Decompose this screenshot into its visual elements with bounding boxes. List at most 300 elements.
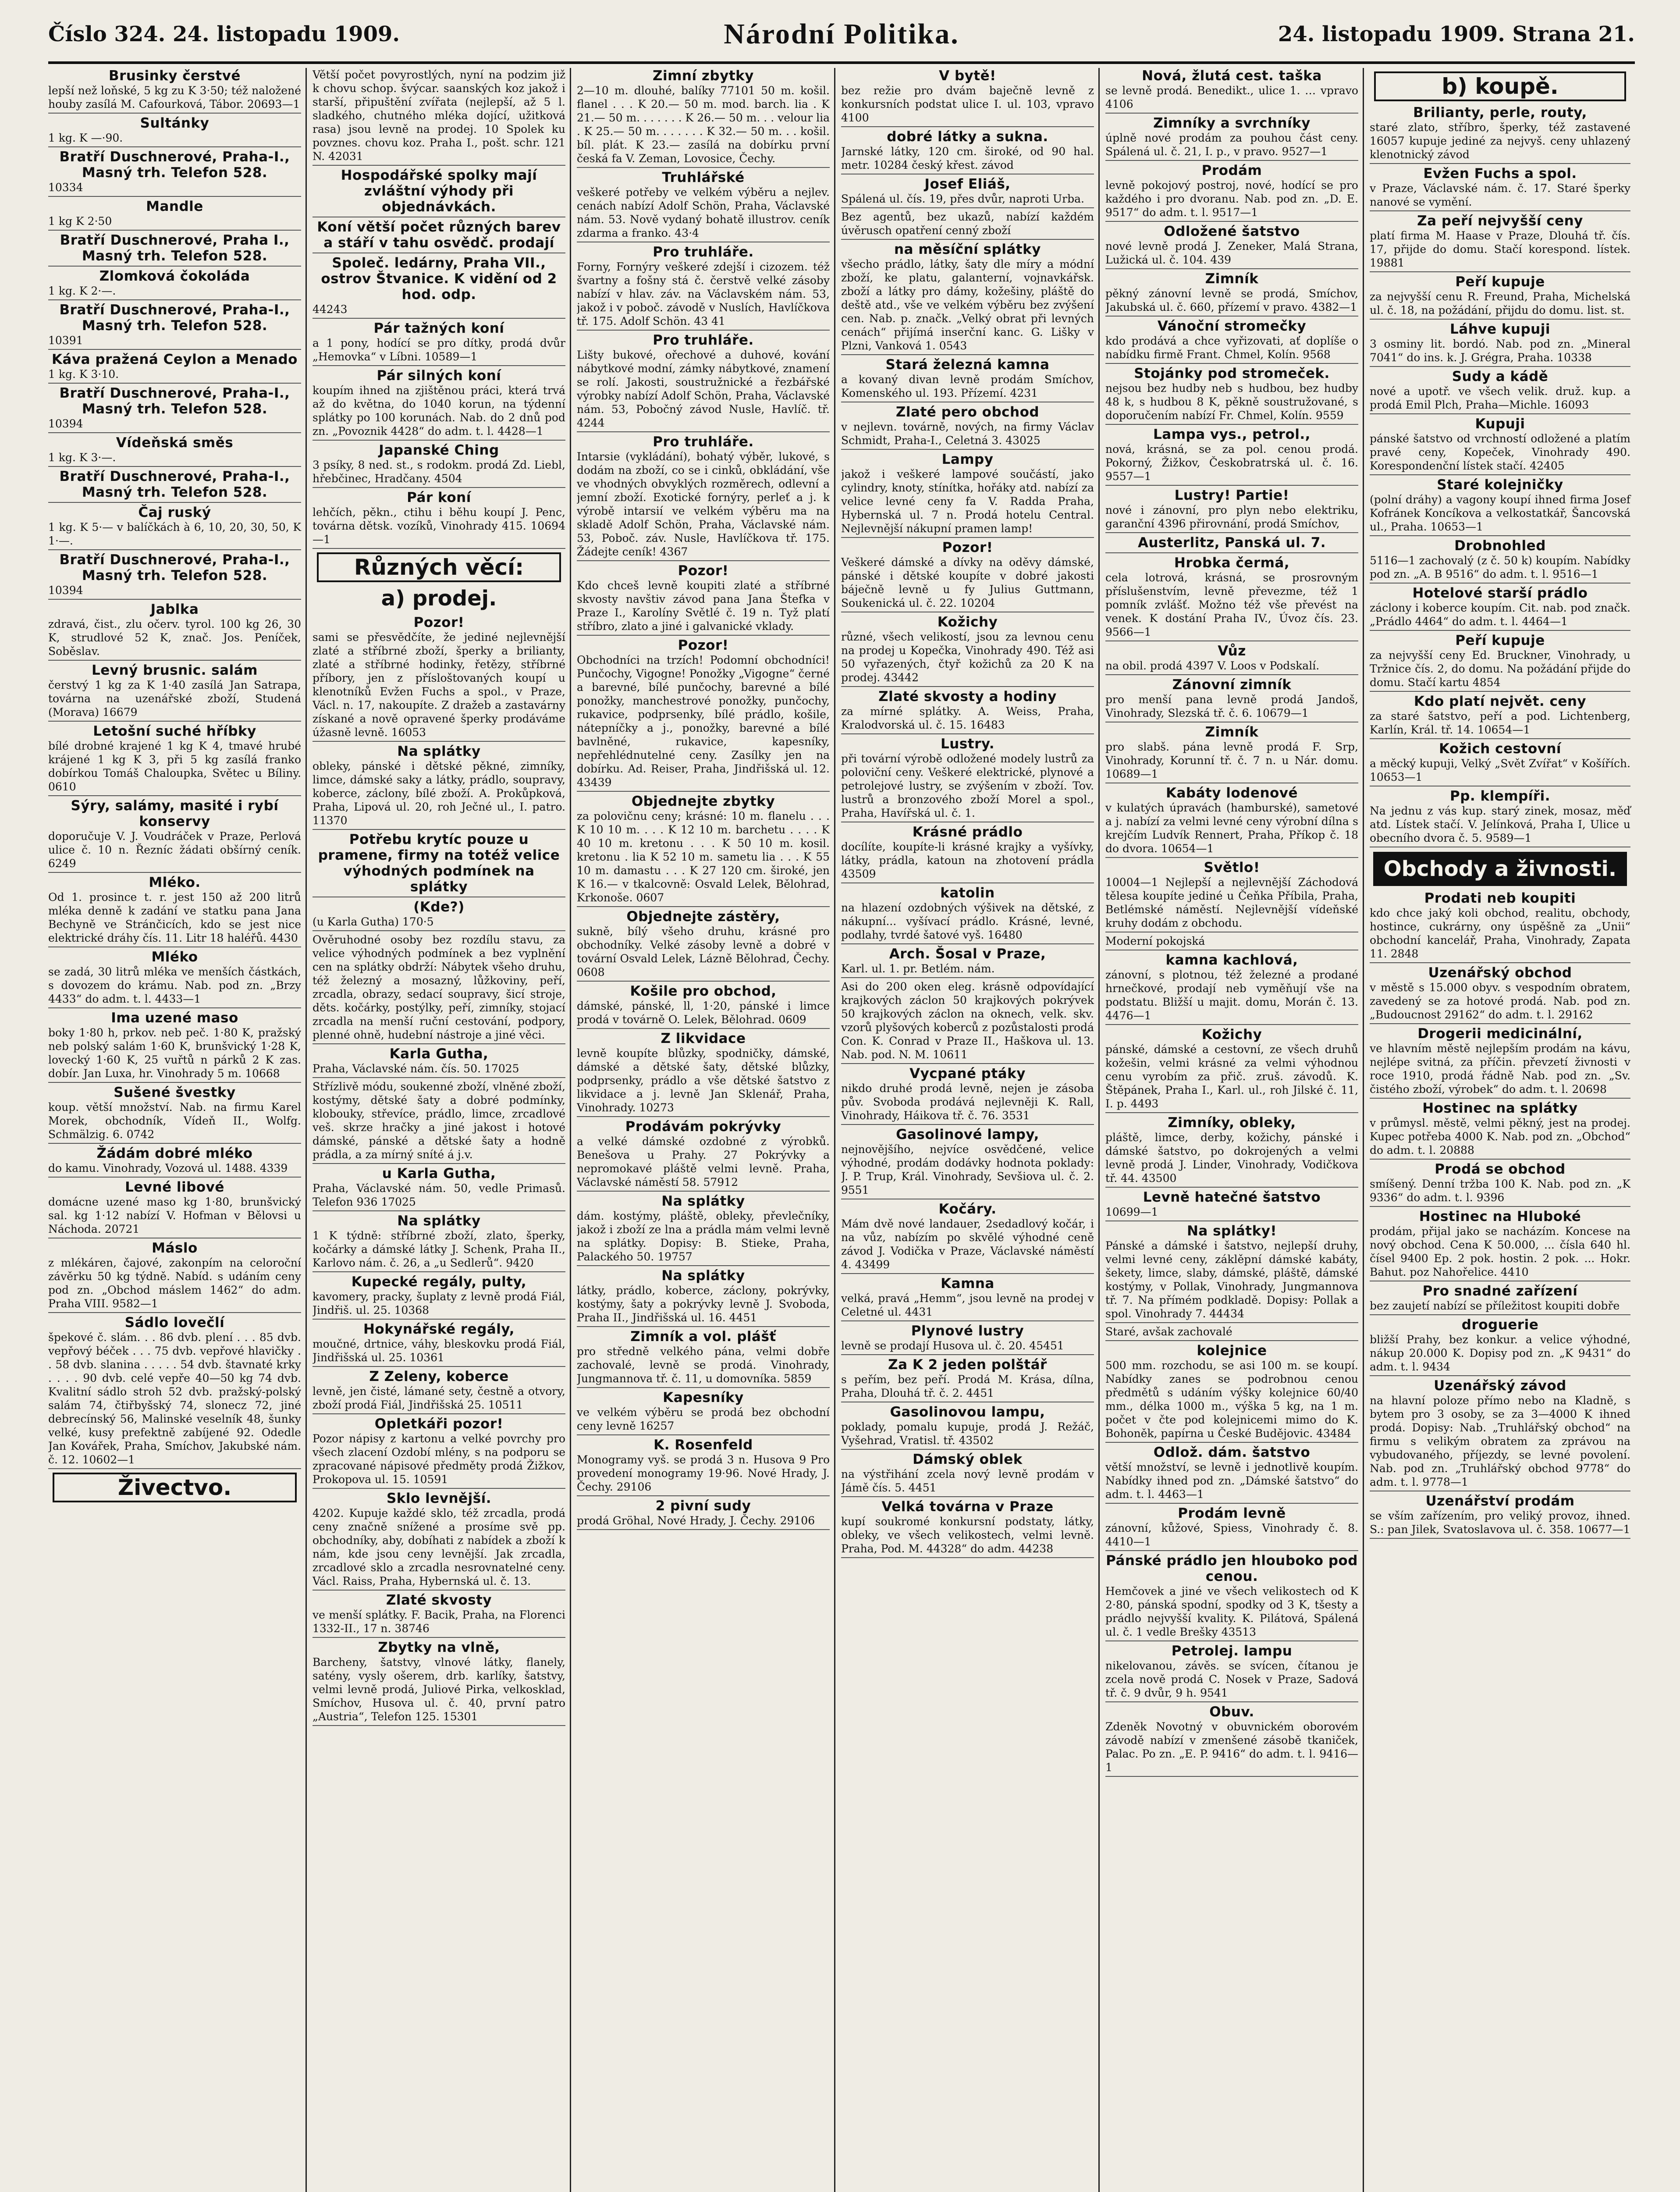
ad-text: a kovaný divan levně prodám Smíchov, Komenského ul. 193. Přízemí. 4231 [841, 373, 1094, 399]
ad-text: 1 K týdně: stříbrné zboží, zlato, šperky, kočárky a dámské látky J. Schenk, Praha II., Karlovo nám. č. 26, a „u Sedlerů“. 9420 [313, 1229, 565, 1269]
ad-text: v kulatých úpravách (hamburské), sametové a j. nabízí za velmi levné ceny výrobní dílna s krejčím Ludvík Rennert, Praha, Příkop č. 18 do dvora. 10654—1 [1105, 801, 1358, 855]
ad-text: bližší Prahy, bez konkur. a velice výhodné, nákup 20.000 K. Dopisy pod zn. „K 9431“ do adm. t. l. 9434 [1370, 1333, 1630, 1373]
classified-ad [841, 242, 1094, 355]
ad-headline: Zlaté skvosty [386, 1592, 492, 1608]
classified-ad [1370, 213, 1630, 272]
ad-headline: Čaj ruský [138, 505, 211, 520]
ad-text: a 1 pony, hodící se pro dítky, prodá dvůr „Hemovka“ v Líbni. 10589—1 [313, 337, 565, 363]
ad-headline: Mandle [146, 199, 203, 214]
ad-text: levně koupíte blůzky, spodničky, dámské, dámské a dětské šaty, dětské blůzky, podprsenky, prádlo a vše dětské šatstvo z likvidace a j. levně Jan Sklenář, Praha, Vinohrady. 10273 [577, 1047, 830, 1114]
ad-text: 10699—1 [1105, 1206, 1158, 1218]
ad-headline: Gasolinové lampy, [896, 1127, 1039, 1142]
ad-headline: Obuv. [1209, 1704, 1254, 1720]
ad-text: Bez agentů, bez ukazů, nabízí každém úvěrusch opatření cenný zboží [841, 210, 1094, 237]
classified-ad [48, 1146, 301, 1178]
ad-headline: Vánoční stromečky [1157, 318, 1307, 334]
ad-headline: Zbytky na vlně, [378, 1640, 500, 1655]
ad-text: v městě s 15.000 obyv. s vespodním obratem, zavedený se za hotové prodá. Nab. pod zn. „Budoucnost 29162“ do adm. t. l. 29162 [1370, 981, 1630, 1021]
ad-text: Spálená ul. čís. 19, přes dvůr, naproti Urba. [841, 192, 1084, 205]
ad-headline: Bratří Duschnerové, Praha-I., Masný trh. Telefon 528. [59, 385, 290, 417]
ad-headline: Potřebu krytíc pouze u pramene, firmy na totéž velice výhodných podmínek na splátky [318, 832, 560, 895]
classified-ad [1105, 535, 1358, 553]
classified-ad [1370, 1317, 1630, 1376]
ad-text: za nejvyšší cenu R. Freund, Praha, Michelská ul. č. 18, na požádání, přijdu do domu. list. st. [1370, 290, 1630, 317]
ad-headline: Bratří Duschnerové, Praha-I., Masný trh. Telefon 528. [59, 302, 290, 334]
classified-ad [313, 1166, 565, 1211]
ad-headline: Kočáry. [938, 1201, 997, 1217]
ad-headline: Levný brusnic. salám [92, 662, 258, 678]
ad-text: prodá Gröhal, Nové Hrady, J. Čechy. 29106 [577, 1514, 815, 1527]
ad-headline: Dámský oblek [913, 1452, 1023, 1467]
ad-headline: Prodávám pokrývky [625, 1119, 781, 1135]
classified-ad [1105, 724, 1358, 783]
ad-headline: Zimník a vol. plášť [630, 1329, 776, 1345]
ad-text: zánovní, kůžové, Spiess, Vinohrady č. 8. 4410—1 [1105, 1522, 1358, 1548]
classified-ad [48, 469, 301, 503]
ad-text: 1 kg. K 3·—. [48, 451, 116, 464]
ad-text: 3 osminy lit. bordó. Nab. pod zn. „Mineral 7041“ do ins. k. J. Grégra, Praha. 10338 [1370, 338, 1630, 364]
ad-headline: Kožichy [937, 614, 998, 630]
ad-text: Praha, Václavské nám. 50, vedle Primasů. Telefon 936 17025 [313, 1182, 565, 1208]
ad-headline: Letošní suché hříbky [93, 723, 256, 739]
ad-headline: Nová, žlutá cest. taška [1142, 68, 1322, 84]
ad-text: 10394 [48, 584, 83, 597]
ad-headline: Káva pražená Ceylon a Menado [52, 352, 298, 367]
classified-ad [1105, 115, 1358, 161]
ad-text: do kamu. Vinohrady, Vozová ul. 1488. 4339 [48, 1162, 288, 1174]
ad-text: kavomery, pracky, šuplaty z levně prodá Fiál, Jindřiš. ul. 25. 10368 [313, 1290, 565, 1317]
ad-text: staré zlato, stříbro, šperky, též zastavené 16057 kupuje jediné za nejvyš. ceny uhlazený klenotnický závod [1370, 121, 1630, 161]
ad-headline: Objednejte zbytky [631, 794, 775, 809]
classified-ad [1105, 1343, 1358, 1443]
ad-text: Staré, avšak zachovalé [1105, 1325, 1232, 1338]
classified-ad [841, 1499, 1094, 1558]
ad-text: 10334 [48, 181, 83, 194]
column-2 [313, 68, 571, 2192]
classified-ad [1370, 1209, 1630, 1281]
ad-text: kdo prodává a chce vyřizovati, ať doplíše o nabídku firmě Frant. Chmel, Kolín. 9568 [1105, 334, 1358, 361]
ad-text: Asi do 200 oken eleg. krásně odpovídající krajkových záclon 50 krajkových pokrývek 50 krajkových záclon na oknech, velk. skv. vzorů plyšových koberců z pozůstalosti prodá Con. K. Conrad v Praze II., Haškova ul. 13. Nab. pod. N. M. 10611 [841, 980, 1094, 1061]
classified-ad [1105, 1445, 1358, 1504]
ad-headline: Pozor! [678, 563, 729, 579]
classified-ad [841, 885, 1094, 944]
ad-headline: Zimník [1205, 271, 1259, 287]
classified-ad [577, 244, 830, 331]
classified-ad [313, 1640, 565, 1726]
ad-headline: Láhve kupuji [1450, 321, 1550, 337]
ad-text: docílíte, koupíte-li krásné krajky a vyšívky, látky, prádla, katoun na zhotovení prádla 43509 [841, 840, 1094, 880]
ad-text: látky, prádlo, koberce, záclony, pokrývky, kostýmy, šaty a pokrývky levně J. Svoboda, Praha II., Jindřišská ul. 16. 4451 [577, 1284, 830, 1324]
classified-ad [1370, 105, 1630, 164]
classified-ad [841, 357, 1094, 402]
classified-ad [48, 552, 301, 600]
classified-ad [1105, 1325, 1358, 1341]
ad-headline: Zimníky, obleky, [1168, 1115, 1296, 1131]
ad-headline: Světlo! [1204, 860, 1260, 875]
ad-headline: Kapesníky [663, 1390, 744, 1406]
classified-ad [841, 689, 1094, 734]
ad-headline: Na splátky! [1186, 1223, 1277, 1239]
ad-headline: Prodá se obchod [1435, 1161, 1566, 1177]
ad-text: 5116—1 zachovalý (z č. 50 k) koupím. Nabídky pod zn. „A. B 9516“ do adm. t. l. 9516—1 [1370, 554, 1630, 580]
ad-text: Monogramy vyš. se prodá 3 n. Husova 9 Pro provedení monogramy 19·96. Nové Hrady, J. Čechy. 29106 [577, 1453, 830, 1493]
ad-text: moučné, drtnice, váhy, bleskovku prodá Fiál, Jindřišská ul. 25. 10361 [313, 1338, 565, 1364]
classified-ad [1105, 488, 1358, 533]
ad-headline: Pro truhláře. [653, 244, 754, 260]
classified-ad [48, 199, 301, 231]
ad-text: boky 1·80 h, prkov. neb peč. 1·80 K, pražský neb polský salám 1·60 K, brunšvický 1·28 K, lovecký 1·60 K, 25 vuřtů n párků 2 K zas. dobír. Jan Luxa, hr. Vinohrady 5 m. 10668 [48, 1026, 301, 1080]
ad-text: sukně, bílý všeho druhu, krásné pro obchodníky. Velké zásoby levně a dobré v tovární Osvald Lelek, Lázně Bělohrad, Čechy. 0608 [577, 925, 830, 979]
classified-ad [577, 1268, 830, 1327]
ad-text: za nejvyšší ceny Ed. Bruckner, Vinohrady, u Tržnice čís. 2, do domu. Na požádání přijde do domu. Stačí kartu 4854 [1370, 649, 1630, 689]
ad-headline: Zimník [1205, 724, 1259, 740]
ad-text: lepší než loňské, 5 kg zu K 3·50; též naložené houby zasílá M. Cafourková, Tábor. 20693—1 [48, 84, 301, 110]
classified-ad [841, 1357, 1094, 1402]
ad-text: nová, krásná, se za pol. cenou prodá. Pokorný, Žižkov, Českobratrská ul. č. 16. 9557—1 [1105, 443, 1358, 483]
newspaper-page [48, 13, 1635, 2192]
classified-ad [1105, 1704, 1358, 1777]
ad-headline: Karla Gutha, [389, 1046, 489, 1062]
ad-headline: Z likvidace [661, 1031, 746, 1046]
classified-ad [1370, 274, 1630, 320]
ad-text: se levně prodá. Benedikt., ulice 1. … vpravo 4106 [1105, 84, 1358, 110]
ad-text: Ověruhodné osoby bez rozdílu stavu, za velice výhodných podmínek a bez vyplnění cen na splátky obdrží: Nábytek všeho druhu, též železný a mosazný, lůžkoviny, peří, zrcadla, obrazy, sedací soupravy, šicí stroje, děts. kočárky, postýlky, peří, zimníky, stojací zrcadla na menší ruční cestování, podpory, plenné ohně, hudební nástroje a jiné věci. [313, 933, 565, 1041]
ad-text: Větší počet povyrostlých, nyní na podzim již k chovu schop. švýcar. saanských koz jakož i starší, připuštění zvířata (nejlepší, až 5 l. sladkého, chutného mléka dojící, užitková rasa) jsou levně na prodej. 10 Spolek ku povznes. chovu koz. Praha I., pošt. schr. 121 N. 42031 [313, 68, 565, 163]
classified-ad [841, 404, 1094, 450]
ad-text: Veškeré dámské a dívky na oděvy dámské, pánské i dětské koupíte v dobré jakosti báječně levně u fy Julius Guttmann, Soukenická ul. č. 22. 10204 [841, 556, 1094, 609]
ad-text: 1 kg. K 2·—. [48, 285, 116, 297]
classified-ad [1370, 585, 1630, 631]
classified-ad [1105, 318, 1358, 364]
ad-text: Obchodníci na trzích! Podomní obchodníci! Punčochy, Vigogne! Ponožky „Vigogne“ černé a barevné, bílé punčochy, barevné a bílé ponožky, manchestrové ponožky, punčochy, rukavice, podprsenky, bílé prádlo, košile, nátepníčky a j., ponožky, barevné a bílé bavlněné, rukavice, kapesníky, nepřehlédnutelné ceny. Zasílky jen na dobírku. Ad. Reiser, Praha, Jindřišská ul. 12. 43439 [577, 654, 830, 789]
ad-text: pro středně velkého pána, velmi dobře zachovalé, levně se prodá. Vinohrady, Jungmannova tř. č. 11, u domovníka. 5859 [577, 1345, 830, 1385]
classified-ad [313, 1416, 565, 1489]
classified-ad [841, 946, 1094, 978]
ad-headline: Odložené šatstvo [1164, 224, 1300, 239]
ad-headline: Zlaté skvosty a hodiny [878, 689, 1057, 705]
ad-text: pro slabš. pána levně prodá F. Srp, Vinohrady, Korunní tř. č. 7 n. u Nár. domu. 10689—1 [1105, 740, 1358, 780]
ad-headline: Máslo [152, 1240, 198, 1256]
ad-headline: Mléko [151, 949, 198, 965]
classified-ad [313, 320, 565, 366]
classified-ad [1370, 369, 1630, 414]
ad-headline: Kupuji [1475, 416, 1525, 432]
ad-text: obleky, pánské i dětské pěkné, zimníky, limce, dámské saky a látky, prádlo, soupravy, koberce, záclony, bílé zboží. A. Prokůpková, Praha, Lipová ul. 20, roh Ječné ul., I. patro. 11370 [313, 760, 565, 827]
classified-ad [1105, 785, 1358, 858]
ad-text: nové levně prodá J. Zeneker, Malá Strana, Lužická ul. č. 104. 439 [1105, 240, 1358, 266]
ad-text: v Praze, Václavské nám. č. 17. Staré šperky nanové se vymění. [1370, 182, 1630, 208]
ad-headline: Arch. Šosal v Praze, [889, 946, 1046, 962]
classified-ad [841, 68, 1094, 127]
ad-text: nejsou bez hudby neb s hudbou, bez hudby 48 k, s hudbou 8 K, pěkně soustružované, s doporučením nabízí Fr. Chmel, Kolín. 9559 [1105, 382, 1358, 422]
classified-ad [1105, 1189, 1358, 1221]
ad-headline: Z Zeleny, koberce [369, 1369, 509, 1384]
ad-headline: Kdo platí největ. ceny [1414, 694, 1587, 709]
ad-headline: Pár silných koní [376, 368, 501, 384]
ad-headline: (Kde?) [413, 899, 465, 915]
ad-text: Od 1. prosince t. r. jest 150 až 200 litrů mléka denně k zadání ve statku pana Jana Bechyně ve Stránčicích, kdo se jest nice elektrické dráhy čís. 11. Litr 18 haléřů. 4430 [48, 891, 301, 944]
column-5 [1105, 68, 1364, 2192]
classified-ad [48, 302, 301, 350]
classified-ad [1370, 321, 1630, 367]
ad-headline: Bratří Duschnerové, Praha I., Masný trh. Telefon 528. [60, 232, 290, 264]
ad-headline: Truhlářské [662, 170, 745, 185]
classified-ad [313, 1321, 565, 1367]
ad-headline: Na splátky [661, 1268, 745, 1284]
ad-text: velká, pravá „Hemm“, jsou levně na prodej v Celetné ul. 4431 [841, 1292, 1094, 1318]
ad-headline: Košile pro obchod, [630, 983, 777, 999]
classified-ad [48, 268, 301, 300]
classified-ad [841, 210, 1094, 240]
ad-headline: Prodám [1201, 163, 1262, 178]
ad-headline: Prodám levně [1178, 1505, 1286, 1521]
classified-ad [577, 1329, 830, 1388]
classified-ad [1370, 1493, 1630, 1539]
classified-ad [48, 1315, 301, 1469]
ad-text: nikelovanou, závěs. se svícen, čítanou je zcela nově prodá C. Nosek v Praze, Sadová tř. č. 9 dvůr, 9 h. 9541 [1105, 1659, 1358, 1699]
classified-ad [313, 368, 565, 441]
ad-text: Moderní pokojská [1105, 935, 1205, 947]
ad-text: levně, jen čisté, lámané sety, čestně a otvory, zboží prodá Fiál, Jindřišská 25. 10511 [313, 1385, 565, 1411]
ad-headline: Odlož. dám. šatstvo [1153, 1445, 1311, 1460]
ad-headline: Kupecké regály, pulty, [351, 1274, 527, 1290]
ad-headline: dobré látky a sukna. [887, 129, 1048, 145]
ad-text: na obil. prodá 4397 V. Loos v Podskalí. [1105, 659, 1320, 672]
ad-text: Jarnské látky, 120 cm. široké, od 90 hal. metr. 10284 český křest. závod [841, 145, 1094, 171]
ad-headline: Gasolinovou lampu, [890, 1404, 1045, 1420]
ad-headline: Prodati neb koupiti [1424, 890, 1576, 906]
ad-headline: Zánovní zimník [1172, 677, 1292, 693]
ad-headline: Pro snadné zařízení [1422, 1283, 1578, 1299]
ad-text: ve velkém výběru se prodá bez obchodní ceny levně 16257 [577, 1406, 830, 1432]
classified-ad [313, 933, 565, 1044]
classified-ad [841, 1323, 1094, 1355]
section-heading-zivectvo: Živectvo. [53, 1473, 297, 1502]
ad-text: na hlavní poloze přímo nebo na Kladně, s bytem pro 3 osoby, se za 3—4000 K ihned prodá. Dopisy: Nab. „Truhlářský obchod“ na firmu s velikým obratem za zprávou na vybudovaného, příjezdy, se levné povolení. Nab. pod zn. „Truhlářský obchod 9778“ do adm. t. l. 9778—1 [1370, 1394, 1630, 1488]
ad-headline: Zlaté pero obchod [895, 404, 1040, 420]
classified-ad [1105, 68, 1358, 114]
classified-ad [48, 1085, 301, 1144]
column-1 [48, 68, 307, 2192]
ad-headline: Stará železná kamna [885, 357, 1050, 373]
classified-ad [841, 1066, 1094, 1125]
ad-headline: Krásné prádlo [912, 824, 1023, 840]
ad-text: koup. větší množství. Nab. na firmu Karel Morek, obchodník, Vídeň II., Wolfg. Schmälzig. 6. 0742 [48, 1101, 301, 1141]
classified-ad [1105, 224, 1358, 269]
ad-headline: Za K 2 jeden polštář [888, 1357, 1047, 1373]
classified-ad [48, 798, 301, 873]
ad-headline: Brilianty, perle, routy, [1413, 105, 1587, 121]
ad-text: levně se prodají Husova ul. č. 20. 45451 [841, 1339, 1064, 1352]
classified-ad [313, 1491, 565, 1591]
classified-ad [313, 167, 565, 217]
ad-text: bez režie pro dvám baječně levně z konkursních podstat ulice I. ul. 103, vpravo 4100 [841, 84, 1094, 124]
ad-headline: Pánské prádlo jen hlouboko pod cenou. [1106, 1553, 1358, 1584]
ad-text: čerstvý 1 kg za K 1·40 zasílá Jan Satrapa, továrna na uzenářské zboží, Studená (Morava) 16679 [48, 679, 301, 719]
classified-ad [577, 794, 830, 907]
ad-headline: u Karla Gutha, [382, 1166, 496, 1181]
classified-ad [1105, 677, 1358, 722]
classified-ad [48, 1179, 301, 1238]
classified-ad [1370, 788, 1630, 847]
ad-text: nové a upotř. ve všech velik. druž. kup. a prodá Emil Plch, Praha—Michle. 16093 [1370, 385, 1630, 411]
classified-ad [577, 1498, 830, 1530]
issue-number-date: Číslo 324. 24. listopadu 1909. [48, 22, 400, 46]
ad-headline: Stojánky pod stromeček. [1134, 366, 1330, 381]
ad-headline: Drobnohled [1454, 538, 1546, 554]
classified-ad [841, 1127, 1094, 1199]
classified-ad [48, 723, 301, 796]
ad-text: kupí soukromé konkursní podstaty, látky, obleky, ve všech velikostech, velmi levně. Praha, Pod. M. 44328“ do adm. 44238 [841, 1515, 1094, 1555]
ad-text: nové i zánovní, pro plyn nebo elektriku, garanční 4396 přirovnání, prodá Smíchov, [1105, 504, 1358, 530]
ad-text: záclony i koberce koupím. Cit. nab. pod značk. „Prádlo 4464“ do adm. t. l. 4464—1 [1370, 601, 1630, 628]
ad-headline: Mléko. [149, 875, 201, 890]
ad-text: 10391 [48, 334, 83, 347]
ad-headline: Pozor! [413, 615, 465, 630]
classified-ad [1370, 694, 1630, 739]
ad-headline: Austerlitz, Panská ul. 7. [1137, 535, 1326, 551]
ad-headline: Staré kolejničky [1437, 477, 1563, 493]
ad-headline: V bytě! [939, 68, 996, 84]
classified-ad [1105, 366, 1358, 425]
ad-text: platí firma M. Haase v Praze, Dlouhá tř. čís. 17, přijde do domu. Stačí korespond. lístek. 19881 [1370, 229, 1630, 269]
classified-ad [313, 1274, 565, 1320]
ad-headline: Hokynářské regály, [363, 1321, 515, 1337]
ad-text: nikdo druhé prodá levně, nejen je zásoba pův. Svoboda prodává nejlevněji K. Rall, Vinohrady, Háikova tř. č. 76. 3531 [841, 1082, 1094, 1122]
ad-headline: Kožich cestovní [1438, 741, 1562, 757]
ad-headline: Evžen Fuchs a spol. [1423, 166, 1577, 181]
classified-ad [1370, 1161, 1630, 1207]
classified-ad [577, 1193, 830, 1266]
ad-headline: Lampa vys., petrol., [1153, 427, 1311, 442]
ad-text: 2—10 m. dlouhé, balíky 77101 50 m. košil. flanel . . . K 20.— 50 m. mod. barch. lia . K 21.— 50 m. . . . . . . K 26.— 50 m. . . velour lia . K 25.— 50 m. . . . . . . K 32.— 50 m. . . košil. bíl. plát. K 23.— zasílá na dobírku první česká fa V. Zeman, Lovosice, Čechy. [577, 84, 830, 165]
classified-ad [48, 149, 301, 197]
ad-text: bez zaujetí nabízí se příležitost koupiti dobře [1370, 1299, 1620, 1312]
ad-headline: Bratří Duschnerové, Praha-I., Masný trh. Telefon 528. [59, 469, 290, 500]
ad-headline: Hotelové starší prádlo [1412, 585, 1588, 601]
classified-ad [313, 744, 565, 830]
classified-ad [313, 832, 565, 897]
ad-headline: Japanské Ching [379, 442, 499, 458]
classified-ad [841, 1201, 1094, 1274]
classified-ad [577, 909, 830, 982]
ad-text: zánovní, s plotnou, též železné a prodané hrnečkové, prodají neb vyměňují vše na podstatu. Bližší u majit. domu, Morán č. 13. 4476—1 [1105, 968, 1358, 1022]
ad-text: se vším zařízením, pro veliký provoz, ihned. S.: pan Jilek, Svatoslavova ul. č. 358. 10677—1 [1370, 1509, 1630, 1536]
classified-ad [48, 662, 301, 722]
ad-text: doporučuje V. J. Voudráček v Praze, Perlová ulice č. 10 n. Řezníc žádati obšírný ceník. 6249 [48, 830, 301, 870]
ad-headline: droguerie [1461, 1317, 1539, 1333]
classified-ad [1370, 416, 1630, 475]
ad-text: poklady, pomalu kupuje, prodá J. Režáč, Vyšehrad, Vratisl. tř. 43502 [841, 1420, 1094, 1447]
classified-ad [577, 434, 830, 561]
ad-text: 1 kg K 2·50 [48, 215, 112, 228]
classified-ad [313, 1369, 565, 1414]
classified-ad [577, 1119, 830, 1192]
ad-headline: kolejnice [1197, 1343, 1267, 1359]
classified-ad [841, 1404, 1094, 1450]
ad-headline: Sýry, salámy, masité i rybí konservy [71, 798, 279, 829]
ad-text: pánské šatstvo od vrchností odložené a platím pravé ceny, Kopeček, Vinohrady 490. Korespondenční lístek stačí. 42405 [1370, 432, 1630, 472]
ad-headline: kamna kachlová, [1165, 952, 1298, 968]
ad-text: různé, všech velikostí, jsou za levnou cenu na prodej u Kopečka, Vinohrady 490. Též asi 50 vyřazených, čtyř kožichů za 20 K na prodej. 43442 [841, 630, 1094, 684]
ad-headline: Bratří Duschnerové, Praha-I., Masný trh. Telefon 528. [59, 552, 290, 584]
ad-headline: katolin [940, 885, 995, 901]
classified-ad [841, 824, 1094, 883]
ad-headline: Peří kupuje [1455, 274, 1545, 290]
classified-ad [1370, 477, 1630, 536]
classified-ad [1370, 538, 1630, 584]
classified-ad [48, 115, 301, 147]
classified-ad [313, 615, 565, 742]
ad-text: cela lotrová, krásná, se prosrovným příslušenstvím, levně převezme, též 1 pomník zvlášť. Možno též vše převést na venek. K dostání Praha IV., Úvoz čís. 23. 9566—1 [1105, 571, 1358, 638]
ad-text: všecho prádlo, látky, šaty dle míry a módní zboží, ke platu, galanterní, vojnavkářsk. zboží a látky pro dámy, kožešiny, pláště do deště atd., vše ve velkém výběru bez zvýšení cen. Nab. p. značk. „Velký obrat při levných cenách“ přijímá inserční kanc. G. Lišky v Plzni, Vanková 1. 0543 [841, 258, 1094, 352]
ad-text: na výstřihání zcela nový levně prodám v Jámě čís. 5. 4451 [841, 1468, 1094, 1494]
classified-ad [1105, 952, 1358, 1025]
classified-ad [1370, 1026, 1630, 1099]
classified-ad [48, 385, 301, 433]
classified-ad [313, 1080, 565, 1164]
ad-text: 10394 [48, 417, 83, 430]
classified-ad [1105, 1553, 1358, 1641]
classified-ad [577, 983, 830, 1029]
ad-headline: Petrolej. lampu [1171, 1643, 1293, 1659]
ad-headline: Hostinec na Hluboké [1419, 1209, 1581, 1224]
ad-text: 1 kg. K 5·— v balíčkách à 6, 10, 20, 30, 50, K 1·—. [48, 521, 301, 547]
classified-ad [1370, 166, 1630, 211]
ad-headline: Společ. ledárny, Praha VII., ostrov Štvanice. K vidění od 2 hod. odp. [321, 255, 557, 302]
ad-text: Kdo chceš levně koupiti zlaté a stříbrné skvosty navštiv závod pana Jana Štefka v Praze I., Karolíny Světlé č. 19 n. Tyž platí stříbro, zlato a jiné i galvanické vklady. [577, 579, 830, 633]
classified-ad [1370, 741, 1630, 786]
newspaper-title: Národní Politika. [724, 18, 959, 50]
classified-ad [313, 442, 565, 488]
classified-ad [577, 1390, 830, 1435]
ad-headline: Pár tažných koní [373, 320, 504, 336]
ad-text: pěkný zánovní levně se prodá, Smíchov, Jakubská ul. č. 660, přízemí v pravo. 4382—1 [1105, 287, 1358, 313]
classified-ad [48, 1240, 301, 1313]
classified-ad [1370, 1283, 1630, 1315]
ad-headline: Peří kupuje [1455, 633, 1545, 648]
classified-ad [1370, 965, 1630, 1024]
ad-headline: Žádám dobré mléko [96, 1146, 253, 1161]
ad-headline: Sádlo lovečlí [124, 1315, 225, 1331]
classified-ad [841, 176, 1094, 208]
section-heading-koupe: b) koupě. [1374, 71, 1626, 101]
ad-text: se zadá, 30 litrů mléka ve menších částkách, s dovozem do krámu. Nab. pod zn. „Brzy 4433“ do adm. t. l. 4433—1 [48, 965, 301, 1005]
classified-ad [577, 637, 830, 792]
ad-headline: 2 pivní sudy [655, 1498, 751, 1514]
ad-text: 10004—1 Nejlepší a nejlevnější Záchodová tělesa koupíte jediné u Čeňka Příbila, Praha, Betlémské náměstí. Nejlevnější vídeňské kruhy dodám z obchodu. [1105, 876, 1358, 929]
section-heading-obchody: Obchody a živnosti. [1373, 852, 1627, 886]
ad-headline: na měsíční splátky [894, 242, 1041, 257]
ad-text: z mlékáren, čajové, zakonpím na celoroční závěrku 50 kg týdně. Nabíd. s udáním ceny pod zn. „Obchod máslem 1462“ do adm. Praha VIII. 9582—1 [48, 1256, 301, 1310]
classified-ad [313, 899, 565, 931]
ad-headline: Na splátky [397, 744, 481, 759]
column-6 [1370, 68, 1635, 2192]
classified-ad [48, 232, 301, 267]
classified-ad [1105, 1027, 1358, 1113]
ad-headline: Lustry! Partie! [1174, 488, 1289, 503]
ad-headline: Vycpané ptáky [909, 1066, 1026, 1082]
classified-ad [48, 68, 301, 114]
classified-ad [841, 1276, 1094, 1321]
classified-ad [1105, 271, 1358, 317]
ad-headline: Velká továrna v Praze [881, 1499, 1054, 1515]
ad-headline: Bratří Duschnerové, Praha-I., Masný trh. Telefon 528. [59, 149, 290, 181]
ad-headline: K. Rosenfeld [654, 1437, 753, 1453]
classified-ad [48, 352, 301, 384]
ad-text: špekové č. slám. . . 86 dvb. plení . . . 85 dvb. vepřový béček . . . 75 dvb. vepřové hlavičky . . 58 dvb. slanina . . . . . 54 dvb. štavnaté krky . . . . 90 dvb. celé vepře 40—50 kg 74 dvb. Kvalitní sádlo stroh 52 dvb. pražský-polský salám 74, čtiřbyšský 74, slonecz 72, jiné debrecínský 56, Malinské veselník 48, šunky velké, kusy prefektně zabíjené 92. Odedle Jan Kovářek, Praha, Smíchov, Jakubské nám. č. 12. 10602—1 [48, 1331, 301, 1466]
ad-headline: Koní větší počet různých barev a stáří v tahu osvědč. prodají [317, 219, 561, 251]
